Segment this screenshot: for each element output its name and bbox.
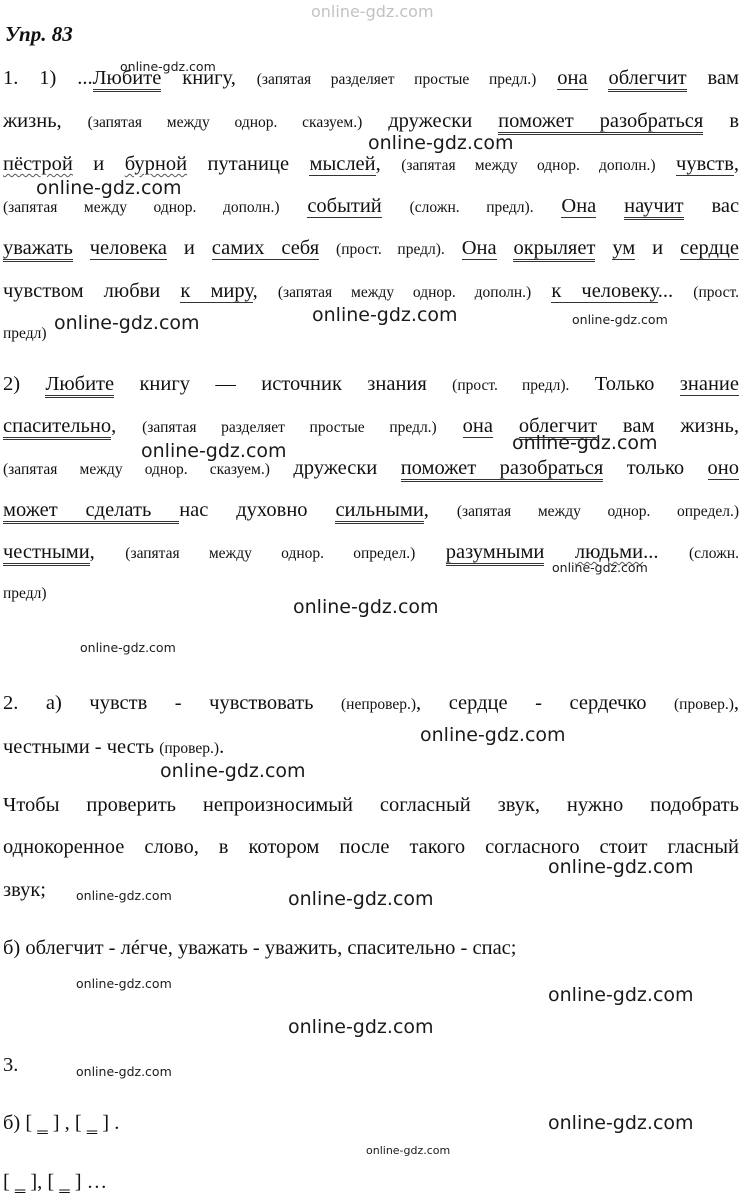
watermark: online-gdz.com <box>293 596 439 618</box>
watermark: online-gdz.com <box>120 59 216 74</box>
watermark: online-gdz.com <box>366 1144 451 1157</box>
p3-line-4: однокоренное слово, в котором после такого согласного стоит гласный <box>3 836 739 858</box>
p4-line-2: б) [ ‗ ] , [ ‗ ] . <box>3 1112 120 1134</box>
watermark: online-gdz.com <box>36 177 182 199</box>
p1-line-4: (запятая между однор. дополн.) событий (сложн. предл). Она научит вас <box>3 196 739 217</box>
watermark: online-gdz.com <box>54 312 200 334</box>
p3-line-6: б) облегчит - лéгче, уважать - уважить, спасительно - спас; <box>3 937 517 959</box>
p2-line-6: предл) <box>3 585 47 602</box>
p1-line-7: предл) <box>3 325 47 342</box>
p2-line-2: спасительно, (запятая разделяет простые предл.) она облегчит вам жизнь, <box>3 416 739 437</box>
p2-line-4: может сделать нас духовно сильными, (запятая между однор. определ.) <box>3 500 739 521</box>
watermark: online-gdz.com <box>368 132 514 154</box>
p1-line-2: жизнь, (запятая между однор. сказуем.) дружески поможет разобраться в <box>3 111 739 132</box>
watermark-top: online-gdz.com <box>311 2 434 21</box>
p3-line-2: честными - честь (провер.). <box>3 736 225 758</box>
watermark: online-gdz.com <box>548 856 694 878</box>
watermark: online-gdz.com <box>548 1112 694 1134</box>
p3-line-3: Чтобы проверить непроизносимый согласный звук, нужно подобрать <box>3 794 739 816</box>
watermark: online-gdz.com <box>288 888 434 910</box>
p2-line-5: честными, (запятая между однор. определ.) разумными людьми... (сложн. <box>3 542 739 563</box>
p4-line-3: [ ‗ ], [ ‗ ] … <box>3 1171 108 1193</box>
p2-line-1: 2) Любите книгу — источник знания (прост. предл). Только знание <box>3 374 739 395</box>
watermark: online-gdz.com <box>76 1064 172 1079</box>
p2-line-3: (запятая между однор. сказуем.) дружески поможет разобраться только оно <box>3 458 739 479</box>
p1-line-1: 1. 1) ...Любите книгу, (запятая разделяет простые предл.) она облегчит вам <box>3 68 739 89</box>
watermark: online-gdz.com <box>141 440 287 462</box>
p1-line-3: пёстрой и бурной путанице мыслей, (запятая между однор. дополн.) чувств, <box>3 153 740 175</box>
watermark: online-gdz.com <box>420 724 566 746</box>
watermark: online-gdz.com <box>512 432 658 454</box>
p1-line-6: чувством любви к миру, (запятая между однор. дополн.) к человеку... (прост. <box>3 280 739 302</box>
watermark: online-gdz.com <box>76 976 172 991</box>
watermark: online-gdz.com <box>548 984 694 1006</box>
watermark: online-gdz.com <box>552 560 648 575</box>
watermark: online-gdz.com <box>76 888 172 903</box>
watermark: online-gdz.com <box>160 760 306 782</box>
watermark: online-gdz.com <box>312 304 458 326</box>
p4-line-1: 3. <box>3 1054 19 1076</box>
watermark: online-gdz.com <box>572 312 668 327</box>
p3-line-5: звук; <box>3 879 46 901</box>
watermark: online-gdz.com <box>288 1016 434 1038</box>
exercise-title: Упр. 83 <box>5 22 73 46</box>
watermark: online-gdz.com <box>80 640 176 655</box>
p1-line-5: уважать человека и самих себя (прост. предл). Она окрыляет ум и сердце <box>3 238 739 259</box>
p3-line-1: 2. а) чувств - чувствовать (непровер.), сердце - сердечко (провер.), <box>3 692 739 714</box>
